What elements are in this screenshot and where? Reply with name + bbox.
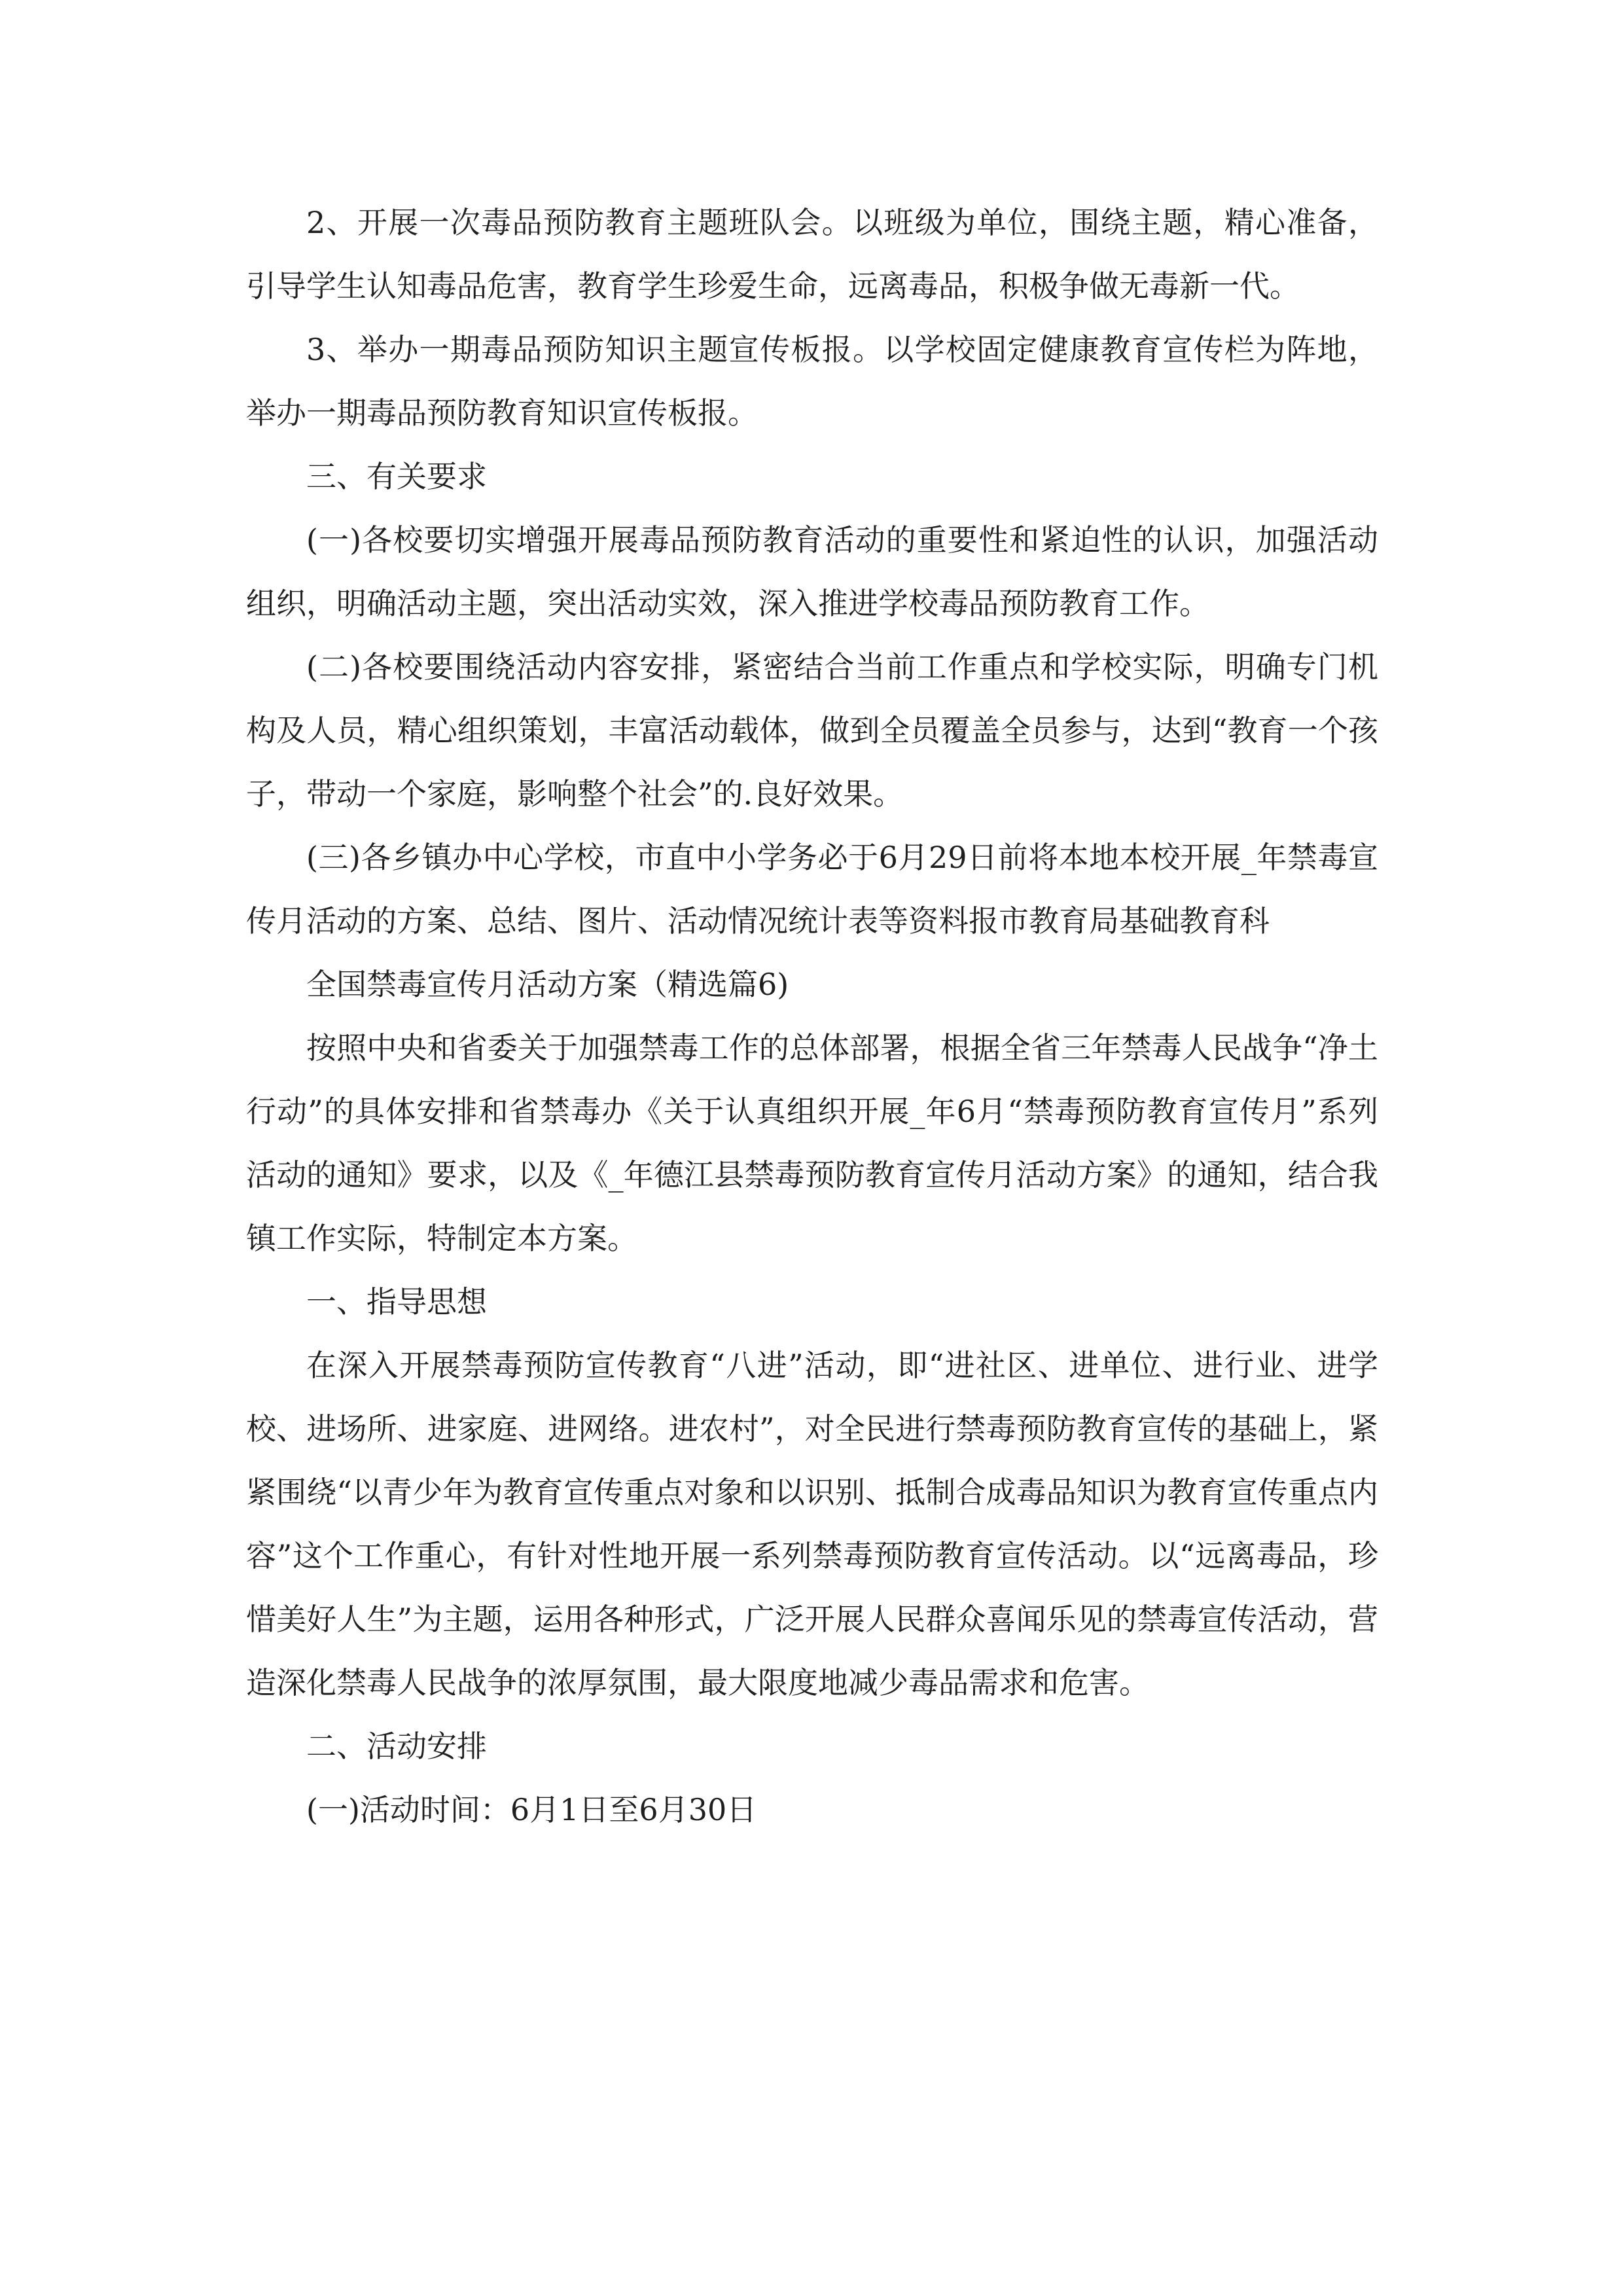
heading-requirements: 三、有关要求 [306,459,487,494]
paragraph-requirement-3: (三)各乡镇办中心学校，市直中小学务必于6月29日前将本地本校开展_年禁毒宣传月活动的方案、总结、图片、活动情况统计表等资料报市教育局基础教育科 [246,840,1378,939]
heading-activity-arrangement: 二、活动安排 [306,1729,487,1764]
paragraph-guiding-thought: 在深入开展禁毒预防宣传教育“八进”活动，即“进社区、进单位、进行业、进学校、进场所、进家庭、进网络。进农村”，对全民进行禁毒预防教育宣传的基础上，紧紧围绕“以青少年为教育宣传重点对象和以识别、抵制合成毒品知识为教育宣传重点内容”这个工作重心，有针对性地开展一系列禁毒预防教育宣传活动。以“远离毒品，珍惜美好人生”为主题，运用各种形式，广泛开展人民群众喜闻乐见的禁毒宣传活动，营造深化禁毒人民战争的浓厚氛围，最大限度地减少毒品需求和危害。 [246,1348,1378,1700]
document-body [246,191,1378,1842]
paragraph-activity-time: (一)活动时间：6月1日至6月30日 [306,1792,757,1827]
section-title-plan-6: 全国禁毒宣传月活动方案（精选篇6) [306,967,789,1002]
heading-guiding-thought: 一、指导思想 [306,1284,487,1319]
paragraph-class-meeting: 2、开展一次毒品预防教育主题班队会。以班级为单位，围绕主题，精心准备，引导学生认知毒品危害，教育学生珍爱生命，远离毒品，积极争做无毒新一代。 [246,205,1378,304]
paragraph-intro: 按照中央和省委关于加强禁毒工作的总体部署，根据全省三年禁毒人民战争“净土行动”的具体安排和省禁毒办《关于认真组织开展_年6月“禁毒预防教育宣传月”系列活动的通知》要求，以及《_年德江县禁毒预防教育宣传月活动方案》的通知，结合我镇工作实际，特制定本方案。 [246,1030,1378,1256]
paragraph-requirement-1: (一)各校要切实增强开展毒品预防教育活动的重要性和紧迫性的认识，加强活动组织，明确活动主题，突出活动实效，深入推进学校毒品预防教育工作。 [246,522,1378,621]
paragraph-blackboard: 3、举办一期毒品预防知识主题宣传板报。以学校固定健康教育宣传栏为阵地，举办一期毒品预防教育知识宣传板报。 [246,332,1378,431]
paragraph-requirement-2: (二)各校要围绕活动内容安排，紧密结合当前工作重点和学校实际，明确专门机构及人员，精心组织策划，丰富活动载体，做到全员覆盖全员参与，达到“教育一个孩子，带动一个家庭，影响整个社会”的.良好效果。 [246,649,1378,812]
